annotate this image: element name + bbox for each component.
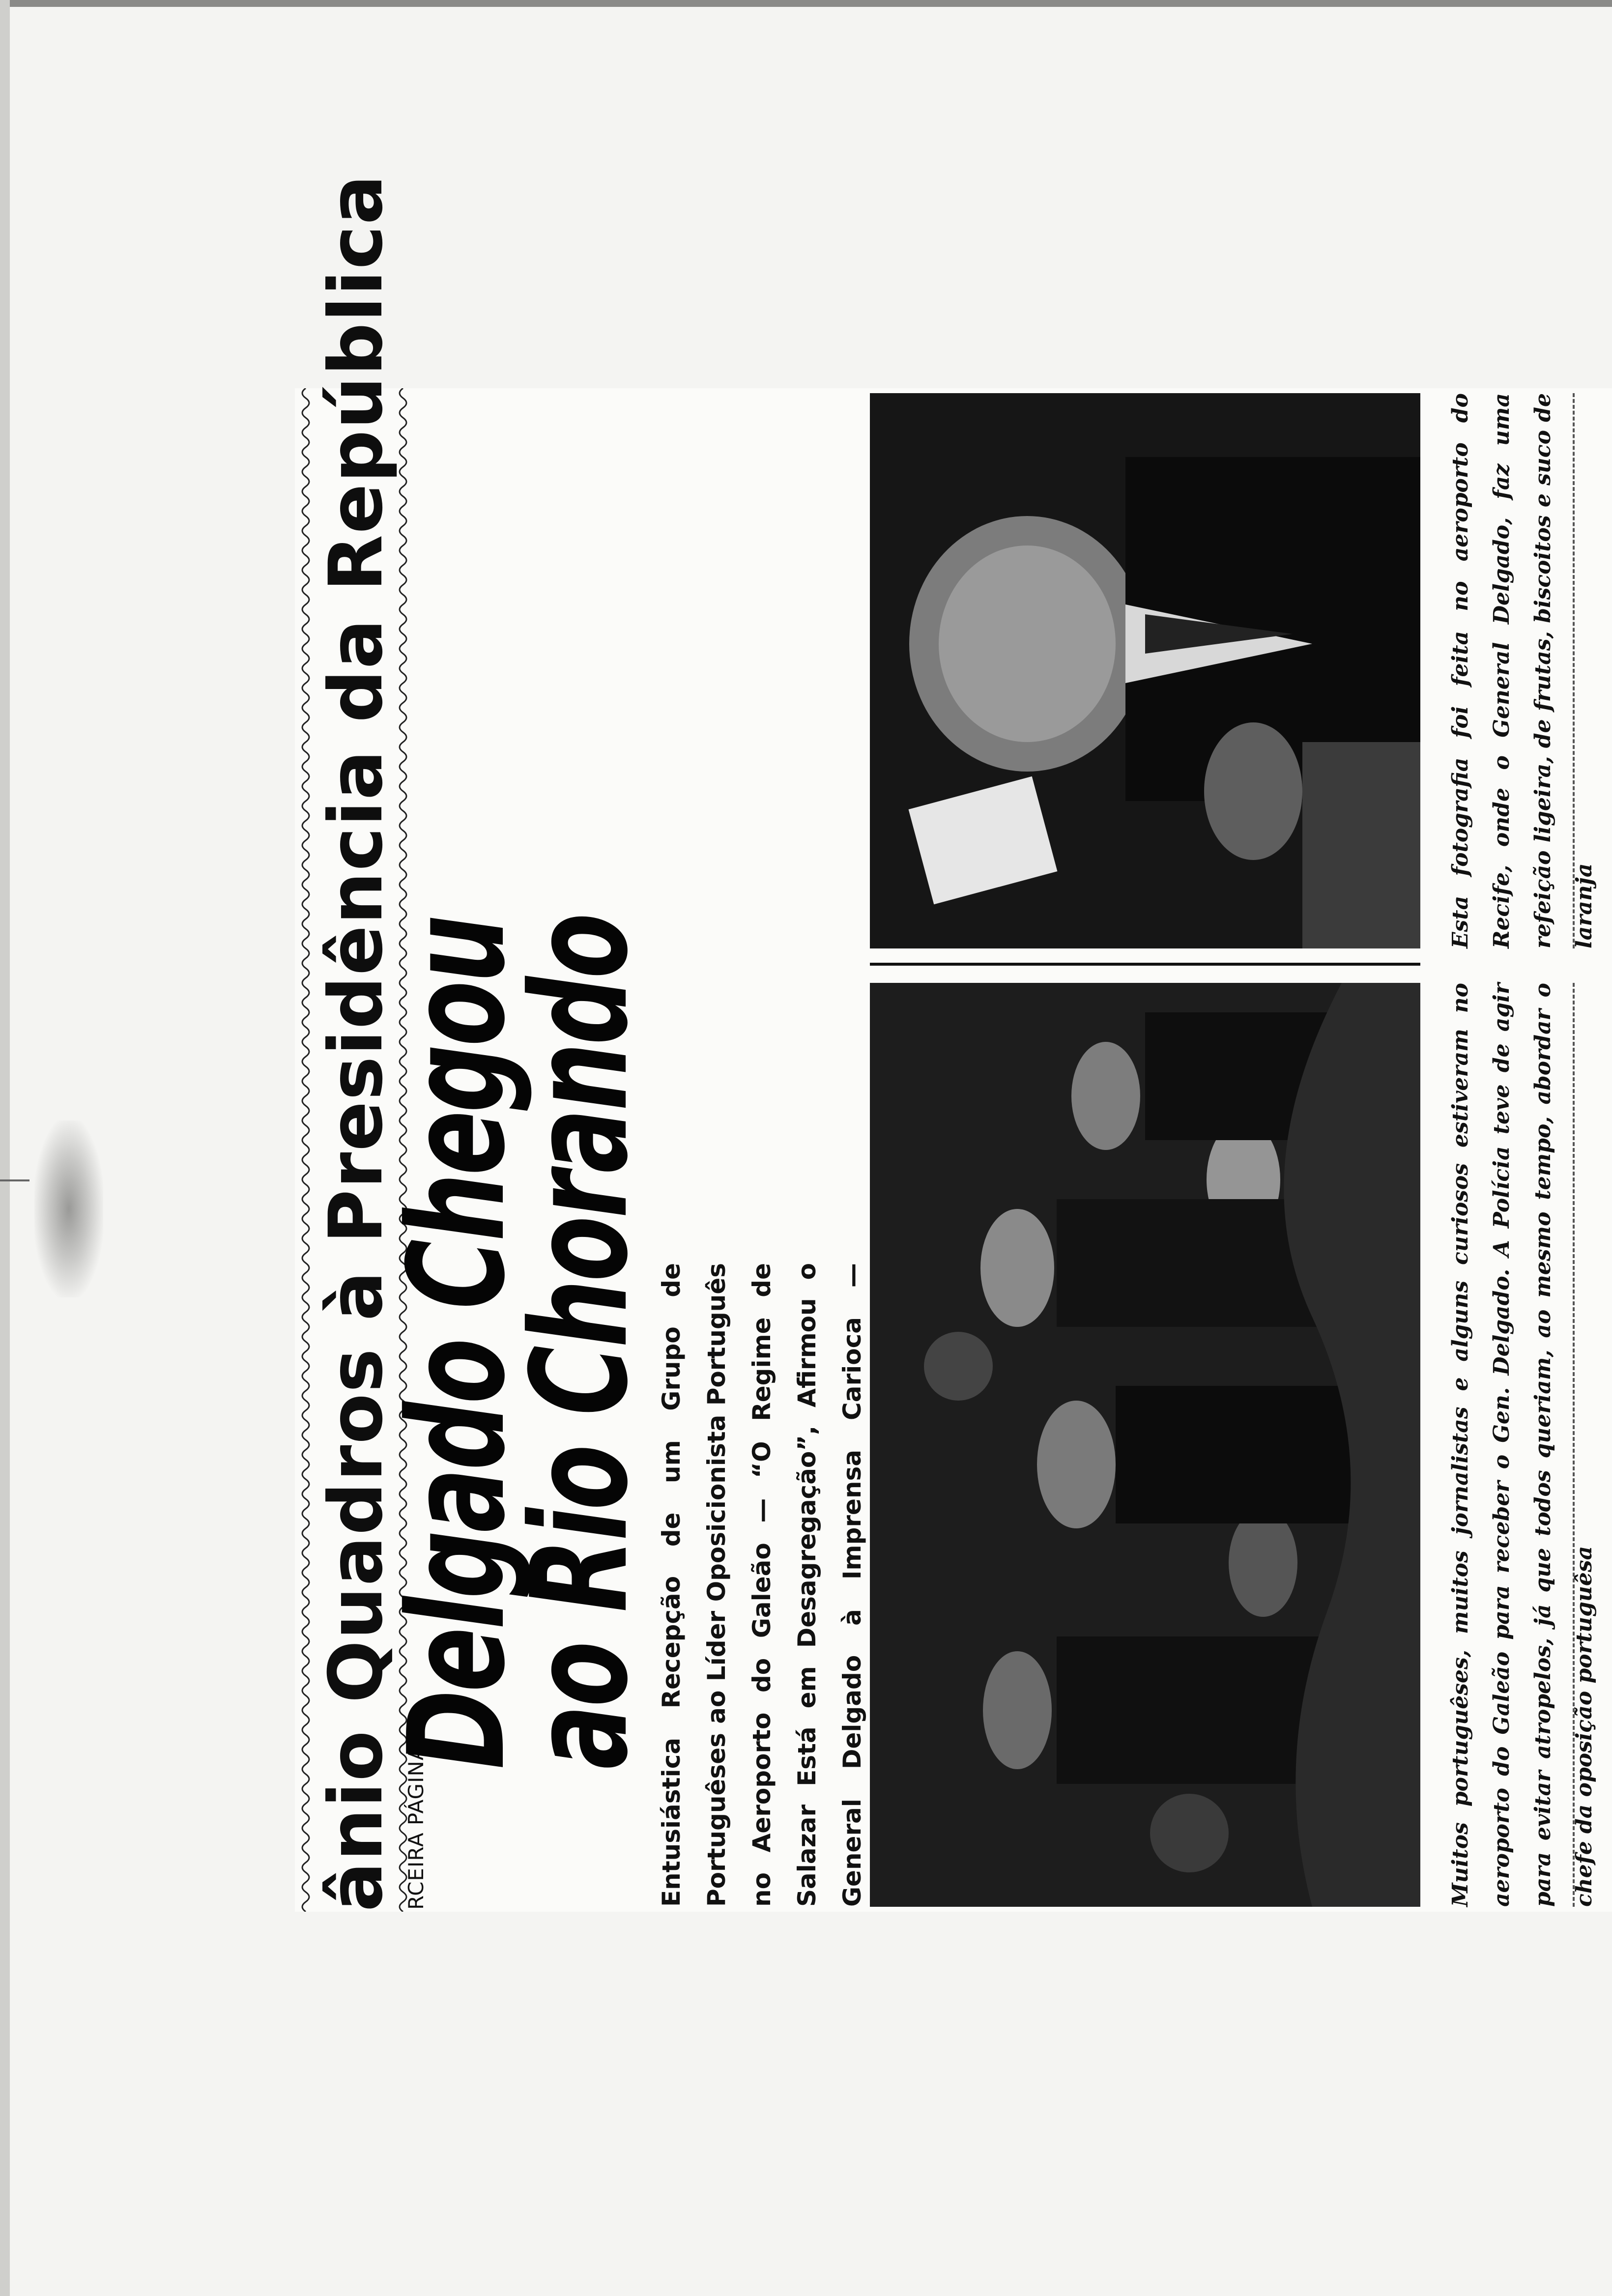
scan-left-edge <box>0 0 10 2296</box>
scan-top-edge <box>0 0 1612 7</box>
delgado-photo <box>870 393 1420 948</box>
crowd-photo-image <box>870 983 1420 1907</box>
page-reference: RCEIRA PÁGINA) <box>404 1737 428 1910</box>
top-wavy-rule <box>299 388 313 1912</box>
main-headline <box>379 915 657 1769</box>
newspaper-clipping <box>295 173 1612 1912</box>
delgado-photo-image <box>870 393 1420 948</box>
headline-line-2: ao Rio Chorando <box>502 915 657 1769</box>
scan-smudge <box>34 1120 103 1297</box>
photo-divider <box>870 963 1420 966</box>
scan-mark <box>0 1179 29 1181</box>
crowd-caption-rule <box>1573 983 1575 1907</box>
deck-subheadline: Entusiástica Recepção de um Grupo de Portuguêses ao Líder Oposicionista Português no Aeroporto do Galeão — “O Regime de Salazar Está em Desagregação”, Afirmou o General Delgado à Imprensa Carioca — <box>657 1263 866 1907</box>
banner-headline: ânio Quadros à Presidência da República <box>314 173 399 1912</box>
headline-line-1: Delgado Chegou <box>379 917 534 1769</box>
crowd-photo <box>870 983 1420 1907</box>
delgado-caption-rule <box>1573 393 1575 948</box>
delgado-photo-caption: Esta fotografia foi feita no aeroporto do Recife, onde o General Delgado, faz uma refeição ligeira, de frutas, biscoitos e suco de laranja <box>1448 393 1597 948</box>
crowd-photo-caption: Muitos portuguêses, muitos jornalistas e alguns curiosos estiveram no aeroporto do Galeão para receber o Gen. Delgado. A Polícia teve de agir para evitar atropelos, já que todos queriam, ao mesmo tempo, abordar o chefe da oposição portuguêsa <box>1448 983 1597 1907</box>
